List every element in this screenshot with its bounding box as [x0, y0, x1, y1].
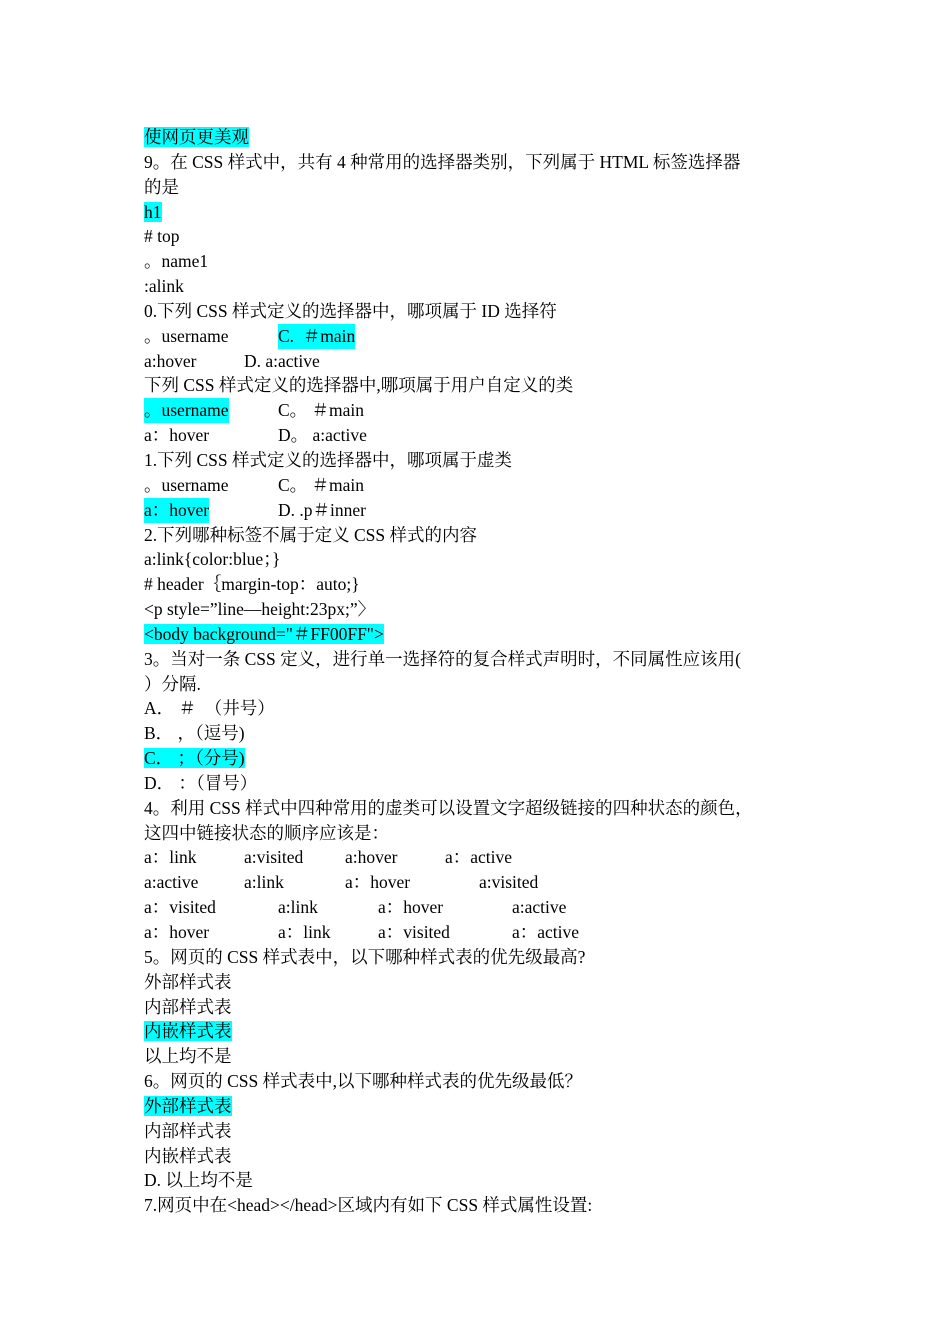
question-9: 9。在 CSS 样式中，共有 4 种常用的选择器类别，下列属于 HTML 标签选择器 [144, 151, 741, 172]
option-text: a：visited [378, 922, 450, 942]
question-15: 5。网页的 CSS 样式表中，以下哪种样式表的优先级最高? [144, 946, 586, 967]
option-text: D. .p＃inner [278, 499, 366, 520]
option-line: # top [144, 226, 180, 247]
highlighted-answer: 。username [144, 398, 229, 423]
option-text: D。 a:active [278, 425, 367, 446]
option-text: a：hover [378, 897, 444, 918]
option-row [144, 324, 824, 349]
option-text: a:active [144, 872, 199, 893]
option-row [144, 349, 824, 374]
option-line: D. 以上均不是 [144, 1170, 253, 1191]
option-text: a:link [244, 872, 284, 893]
option-text: a:hover [345, 847, 398, 868]
option-text: a：link [278, 922, 331, 942]
question-12: 2.下列哪种标签不属于定义 CSS 样式的内容 [144, 524, 478, 545]
option-text: a:visited [479, 872, 539, 893]
option-text: a:visited [244, 847, 304, 868]
option-row [144, 473, 824, 498]
option-line: 内部样式表 [144, 996, 232, 1017]
question-14: 4。利用 CSS 样式中四种常用的虚类可以设置文字超级链接的四种状态的颜色， [144, 797, 753, 818]
option-text: C。 ＃main [278, 400, 365, 421]
option-line: 内嵌样式表 [144, 1145, 232, 1166]
text-line: ）分隔. [144, 673, 201, 694]
option-row [144, 398, 824, 423]
option-text: a:active [512, 897, 567, 918]
option-text: a:hover [144, 350, 197, 371]
option-line: # header｛margin-top：auto;} [144, 574, 360, 595]
option-line: <p style=”line—height:23px;”〉 [144, 599, 376, 620]
option-line: a:link{color:blue；} [144, 549, 281, 570]
highlighted-answer: 内嵌样式表 [144, 1021, 232, 1042]
question-17: 7.网页中在<head></head>区域内有如下 CSS 样式属性设置: [144, 1195, 593, 1216]
option-row [144, 498, 824, 523]
option-text: a:link [278, 897, 318, 918]
option-text: a：link [144, 847, 197, 868]
question-11: 1.下列 CSS 样式定义的选择器中，哪项属于虚类 [144, 449, 513, 470]
highlighted-answer: h1 [144, 201, 162, 222]
option-text: a：hover [144, 425, 210, 446]
option-text: C。 ＃main [278, 474, 365, 495]
option-row [144, 895, 824, 920]
text-line [144, 125, 824, 150]
option-row [144, 845, 824, 870]
highlighted-answer: C. ＃main [278, 324, 355, 349]
document-page [144, 125, 824, 1218]
option-row [144, 920, 824, 945]
option-line: B． ，（逗号) [144, 723, 245, 744]
option-line: 外部样式表 [144, 971, 232, 992]
highlighted-answer: 外部样式表 [144, 1095, 232, 1116]
option-row [144, 870, 824, 895]
highlighted-answer: C． ；（分号) [144, 748, 245, 769]
highlighted-answer: <body background="＃FF00FF"> [144, 623, 384, 644]
option-line: 。name1 [144, 251, 209, 272]
option-text: a：hover [144, 922, 210, 942]
option-text: 。username [144, 325, 229, 346]
question-13: 3。当对一条 CSS 定义，进行单一选择符的复合样式声明时，不同属性应该用( [144, 648, 741, 669]
option-text: a：hover [345, 872, 411, 893]
option-text: D. a:active [244, 350, 320, 371]
highlighted-answer: a：hover [144, 498, 209, 523]
option-text: a：visited [144, 897, 216, 918]
question-line: 下列 CSS 样式定义的选择器中,哪项属于用户自定义的类 [144, 375, 574, 396]
option-line: 以上均不是 [144, 1046, 232, 1067]
text-line [144, 200, 824, 225]
option-text: a：active [512, 922, 580, 942]
option-text: 。username [144, 474, 229, 495]
option-line: A． ＃ （井号） [144, 698, 275, 719]
option-text: a：active [445, 847, 513, 868]
question-16: 6。网页的 CSS 样式表中,以下哪种样式表的优先级最低？ [144, 1071, 583, 1092]
question-10: 0.下列 CSS 样式定义的选择器中，哪项属于 ID 选择符 [144, 300, 557, 321]
option-line: 内部样式表 [144, 1120, 232, 1141]
option-line: D． ：（冒号） [144, 772, 258, 793]
text-line: 的是 [144, 176, 179, 197]
highlighted-answer: 使网页更美观 [144, 127, 249, 147]
option-row [144, 423, 824, 448]
option-line: :alink [144, 276, 184, 297]
text-line: 这四中链接状态的顺序应该是： [144, 822, 389, 843]
